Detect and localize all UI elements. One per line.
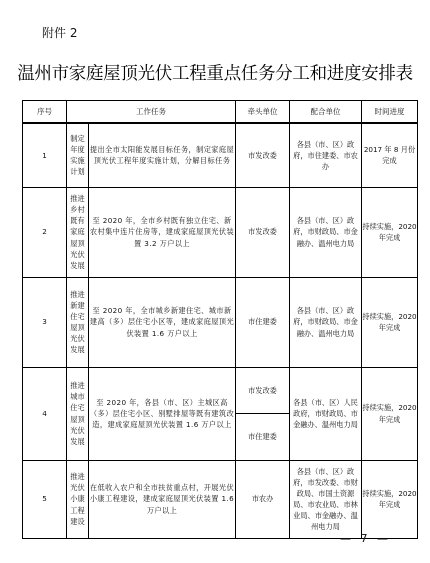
header-num: 序号 bbox=[23, 101, 67, 124]
table-row bbox=[23, 187, 418, 277]
coop-units: 各县（市、区）政府，市财政局、市金融办、温州电力局 bbox=[290, 187, 362, 277]
progress: 持续实施，2020 年完成 bbox=[362, 187, 418, 277]
document-title: 温州市家庭屋顶光伏工程重点任务分工和进度安排表 bbox=[17, 64, 413, 84]
header-progress: 时间进度 bbox=[362, 101, 418, 124]
table-row bbox=[23, 460, 418, 538]
table-header-row bbox=[23, 101, 418, 124]
task-category: 推进光伏小康工程建设 bbox=[67, 460, 89, 538]
coop-units: 各县（市、区）人民政府，市财政局、市金融办、温州电力局 bbox=[290, 367, 362, 460]
task-description: 提出全市太阳能发展目标任务，制定家庭屋顶光伏工程年度实施计划，分解目标任务 bbox=[89, 123, 236, 187]
progress: 持续实施，2020 年完成 bbox=[362, 460, 418, 538]
coop-units: 各县（市、区）政府，市财政局、市金融办、温州电力局 bbox=[290, 277, 362, 367]
row-num: 1 bbox=[23, 123, 67, 187]
lead-unit: 市农办 bbox=[236, 460, 290, 538]
header-lead: 牵头单位 bbox=[236, 101, 290, 124]
task-category: 推进新建住宅屋顶光伏发展 bbox=[67, 277, 89, 367]
task-category: 推进城市住宅屋顶光伏发展 bbox=[67, 367, 89, 460]
coop-units: 各县（市、区）政府，市发改委、市财政局、市国土资源局、市农业局、市林业局、市金融办、温州电力局 bbox=[290, 460, 362, 538]
table-row bbox=[23, 123, 418, 187]
page-number: — 7 — bbox=[340, 532, 391, 545]
lead-unit: 市发改委 bbox=[236, 123, 290, 187]
table-row bbox=[23, 367, 418, 460]
lead-unit: 市住建委 bbox=[236, 277, 290, 367]
row-num: 2 bbox=[23, 187, 67, 277]
lead-unit: 市发改委 bbox=[236, 368, 289, 415]
row-num: 3 bbox=[23, 277, 67, 367]
attachment-label: 附件 2 bbox=[42, 26, 78, 40]
table-row bbox=[23, 277, 418, 367]
header-task: 工作任务 bbox=[67, 101, 236, 124]
task-category: 制定年度实施计划 bbox=[67, 123, 89, 187]
progress: 持续实施，2020 年完成 bbox=[362, 367, 418, 460]
lead-unit: 市发改委 bbox=[236, 187, 290, 277]
task-description: 至 2020 年，全市乡村既有独立住宅、新农村集中连片住房等，建成家庭屋顶光伏装置 3.2 万户以上 bbox=[89, 187, 236, 277]
header-coop: 配合单位 bbox=[290, 101, 362, 124]
task-description: 在低收入农户和全市扶贫重点村，开展光伏小康工程建设，建成家庭屋顶光伏装置 1.6 万户以上 bbox=[89, 460, 236, 538]
row-num: 5 bbox=[23, 460, 67, 538]
task-schedule-table bbox=[22, 100, 418, 539]
progress: 持续实施，2020 年完成 bbox=[362, 277, 418, 367]
coop-units: 各县（市、区）政府，市住建委、市农办 bbox=[290, 123, 362, 187]
task-description: 至 2020 年，各县（市、区）主城区高（多）层住宅小区、别墅排屋等既有建筑改造，建成家庭屋顶光伏装置 1.6 万户以上 bbox=[89, 367, 236, 460]
task-category: 推进乡村既有家庭屋顶光伏发展 bbox=[67, 187, 89, 277]
lead-unit: 市住建委 bbox=[248, 432, 277, 442]
progress: 2017 年 8 月份完成 bbox=[362, 123, 418, 187]
task-description: 至 2020 年，全市城乡新建住宅、城市新建高（多）层住宅小区等，建成家庭屋顶光伏装置 1.6 万户以上 bbox=[89, 277, 236, 367]
row-num: 4 bbox=[23, 367, 67, 460]
lead-units bbox=[236, 367, 290, 460]
